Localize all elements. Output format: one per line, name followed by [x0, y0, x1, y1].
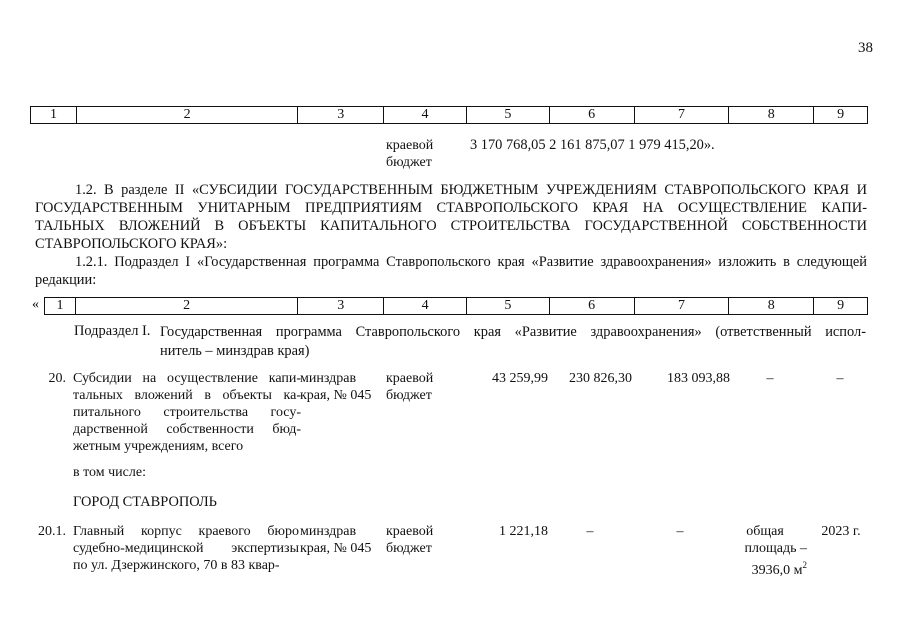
- paragraph-line: 1.2. В разделе II «СУБСИДИИ ГОСУДАРСТВЕННЫМ БЮДЖЕТНЫМ УЧРЕЖДЕНИЯМ СТАВРОПОЛЬСКОГО КРАЯ И: [75, 182, 867, 198]
- source-line: бюджет: [386, 388, 432, 403]
- source-line: краевой: [386, 371, 434, 386]
- col-number: 5: [467, 107, 550, 123]
- col-number: 5: [467, 298, 550, 314]
- col-number: 7: [635, 107, 730, 123]
- subsection-label: Подраздел I.: [74, 323, 151, 339]
- row-name-line: Главный корпус краевого бюро: [73, 524, 299, 539]
- year: –: [836, 371, 844, 386]
- col-number: 7: [635, 298, 730, 314]
- paragraph-line: ТАЛЬНЫХ ВЛОЖЕНИЙ В ОБЪЕКТЫ КАПИТАЛЬНОГО СТРОИТЕЛЬСТВА ГОСУДАРСТВЕННОЙ СОБСТВЕННОСТИ: [35, 218, 867, 234]
- col-number: 3: [298, 298, 384, 314]
- col-number: 3: [298, 107, 384, 123]
- col-number: 2: [76, 298, 298, 314]
- row-name-line: судебно-медицинской экспертизы: [73, 541, 299, 556]
- col-number: 1: [31, 107, 77, 123]
- col-number: 2: [77, 107, 298, 123]
- capacity-line: площадь –: [744, 541, 807, 556]
- col-number: 1: [45, 298, 76, 314]
- value-2024: –: [586, 524, 594, 539]
- row-name-line: Субсидии на осуществление капи-: [73, 371, 301, 386]
- budget-label-line: бюджет: [386, 155, 432, 170]
- source-line: бюджет: [386, 541, 432, 556]
- capacity-line: общая: [746, 524, 784, 539]
- row-name: [73, 370, 301, 455]
- capacity: –: [766, 371, 774, 386]
- capacity-line: [715, 557, 807, 579]
- row-source: [386, 523, 433, 557]
- paragraph-1-2-1: [35, 253, 867, 289]
- paragraph-line: СТАВРОПОЛЬСКОГО КРАЯ»:: [35, 236, 228, 252]
- executor-line: минздрав: [300, 371, 357, 386]
- value-2025: –: [676, 524, 684, 539]
- value-2023: 43 259,99: [492, 371, 548, 386]
- col-number: 8: [729, 298, 814, 314]
- col-number: 8: [729, 107, 814, 123]
- col-number: 6: [550, 107, 635, 123]
- row-name-line: жетным учреждениям, всего: [73, 439, 244, 454]
- row-source: [386, 370, 433, 404]
- value-2023: 1 221,18: [499, 524, 548, 539]
- col-number: 4: [384, 107, 467, 123]
- subsection-line: Государственная программа Ставропольского края «Развитие здравоохранения» (ответственный испол-: [160, 324, 866, 340]
- row-executor: [300, 523, 371, 557]
- subsection-title: [160, 323, 866, 361]
- row-executor: [300, 370, 371, 404]
- value-2025: 183 093,88: [667, 371, 730, 386]
- paragraph-1-2: [35, 181, 867, 253]
- capacity-value: 3936,0 м: [751, 563, 803, 578]
- row-name: [73, 523, 299, 574]
- row-name-line: питального строительства госу-: [73, 405, 301, 420]
- including-label: в том числе:: [73, 465, 146, 480]
- row-number: 20.1.: [38, 524, 66, 539]
- city-heading: ГОРОД СТАВРОПОЛЬ: [73, 494, 217, 510]
- row-name-line: по ул. Дзержинского, 70 в 83 квар-: [73, 558, 280, 573]
- year: 2023 г.: [821, 524, 861, 539]
- capacity: [715, 523, 807, 579]
- col-number: 9: [837, 298, 845, 313]
- opening-quote: «: [32, 297, 39, 312]
- row-name-line: дарственной собственности бюд-: [73, 422, 301, 437]
- col-number: 6: [550, 298, 635, 314]
- page-number: 38: [858, 40, 873, 56]
- budget-prev-label: [386, 137, 433, 171]
- capacity-superscript: 2: [802, 560, 807, 570]
- executor-line: края, № 045: [300, 541, 372, 556]
- column-number-header-top: [30, 106, 868, 124]
- col-number: 4: [384, 298, 467, 314]
- budget-label-line: краевой: [386, 138, 434, 153]
- col-number: 9: [837, 107, 845, 122]
- row-name-line: тальных вложений в объекты ка-: [73, 388, 301, 403]
- source-line: краевой: [386, 524, 434, 539]
- paragraph-line: 1.2.1. Подраздел I «Государственная программа Ставропольского края «Развитие здравоохранения» изложить в следующей: [75, 254, 867, 270]
- paragraph-line: ГОСУДАРСТВЕННЫМ УНИТАРНЫМ ПРЕДПРИЯТИЯМ СТАВРОПОЛЬСКОГО КРАЯ НА ОСУЩЕСТВЛЕНИЕ КАПИ-: [35, 200, 867, 216]
- budget-prev-values: 3 170 768,05 2 161 875,07 1 979 415,20».: [470, 137, 715, 153]
- row-number: 20.: [48, 371, 66, 386]
- paragraph-line: редакции:: [35, 272, 97, 288]
- column-number-header-bottom: [44, 297, 868, 315]
- value-2024: 230 826,30: [569, 371, 632, 386]
- subsection-line: нитель – минздрав края): [160, 343, 310, 359]
- executor-line: края, № 045: [300, 388, 372, 403]
- executor-line: минздрав: [300, 524, 357, 539]
